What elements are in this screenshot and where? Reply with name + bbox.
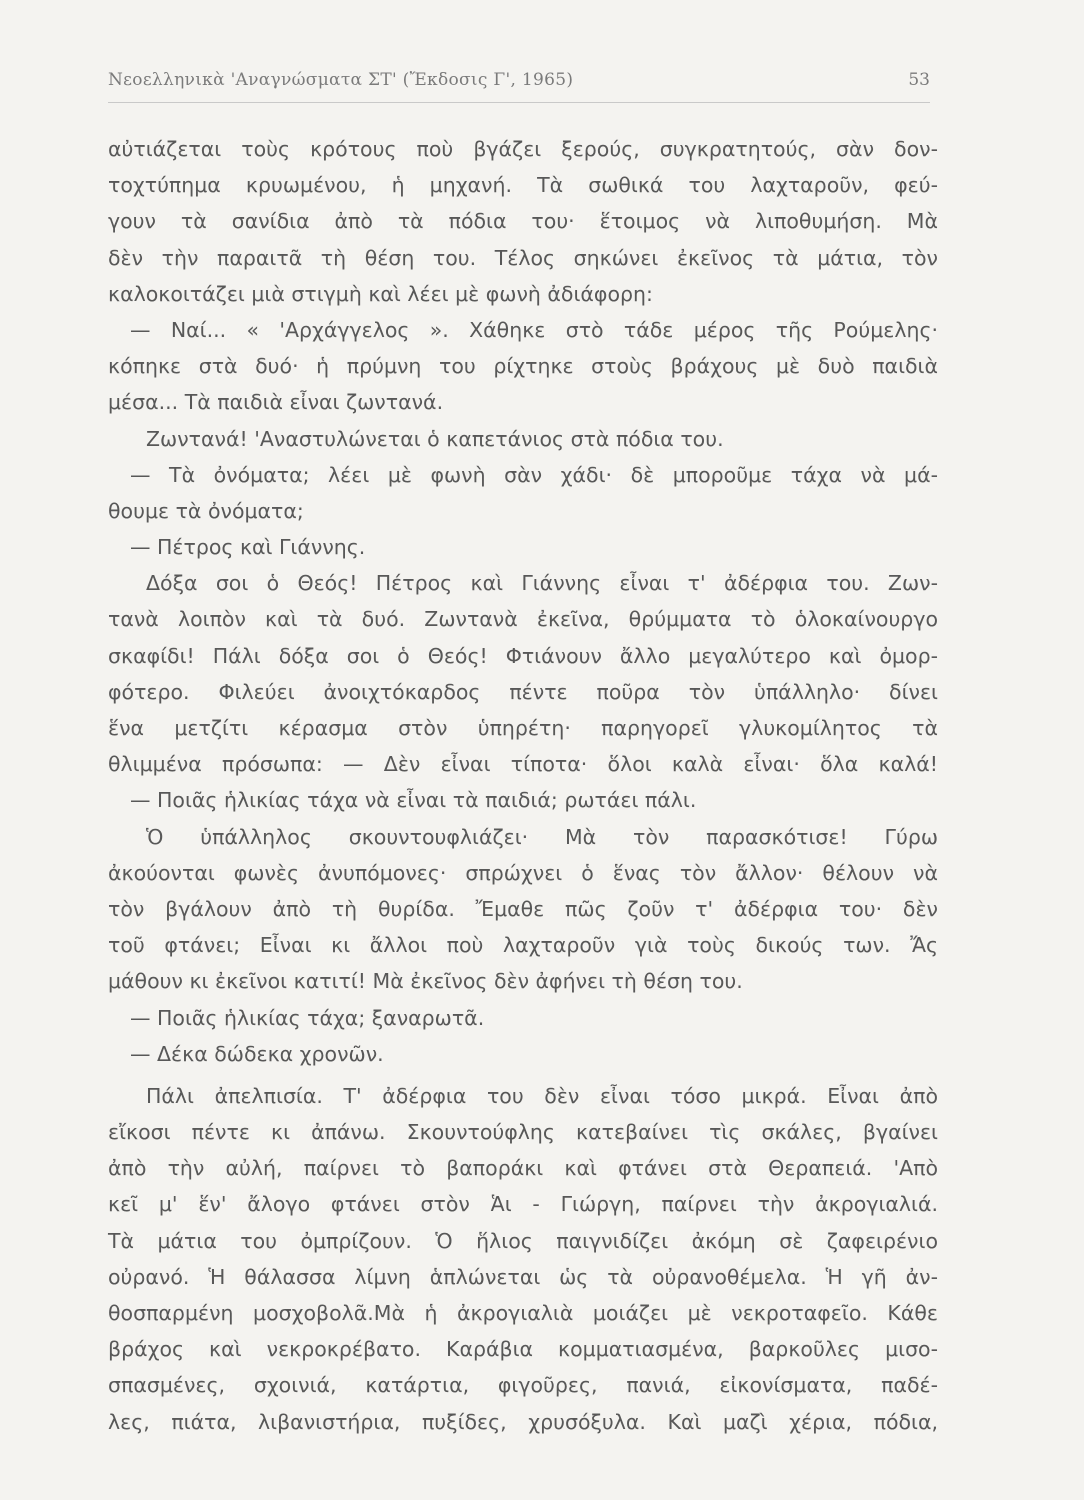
text-line: — Ποιᾶς ἡλικίας τάχα νὰ εἶναι τὰ παιδιά; ρωτάει πάλι. xyxy=(130,788,697,813)
text-line: αὐτιάζεται τοὺς κρότους ποὺ βγάζει ξερούς, συγκρατητούς, σὰν δον- xyxy=(108,137,938,161)
text-line: ἕνα μετζίτι κέρασμα στὸν ὑπηρέτη· παρηγορεῖ γλυκομίλητος τὰ xyxy=(108,716,938,740)
text-line: βράχος καὶ νεκροκρέβατο. Καράβια κομματιασμένα, βαρκοῦλες μισο- xyxy=(108,1337,938,1362)
page-header xyxy=(108,68,930,102)
text-line: σκαφίδι! Πάλι δόξα σοι ὁ Θεός! Φτιάνουν ἄλλο μεγαλύτερο καὶ ὀμορ- xyxy=(108,643,938,668)
text-line: μέσα... Τὰ παιδιὰ εἶναι ζωντανά. xyxy=(108,390,444,415)
text-line: Ζωντανά! 'Αναστυλώνεται ὁ καπετάνιος στὰ πόδια του. xyxy=(146,426,724,451)
text-line: τοχτύπημα κρυωμένου, ἡ μηχανή. Τὰ σωθικά του λαχταροῦν, φεύ- xyxy=(108,173,938,198)
header-divider xyxy=(108,102,930,103)
text-line: — Δέκα δώδεκα χρονῶν. xyxy=(130,1041,384,1066)
text-line: ἀκούονται φωνὲς ἀνυπόμονες· σπρώχνει ὁ ἕνας τὸν ἄλλον· θέλουν νὰ xyxy=(108,860,938,885)
running-title: Νεοελληνικὰ 'Αναγνώσματα ΣΤ' (Ἔκδοσις Γ', 1965) xyxy=(108,70,574,90)
text-line: θουμε τὰ ὀνόματα; xyxy=(108,498,304,523)
text-line: θλιμμένα πρόσωπα: — Δὲν εἶναι τίποτα· ὅλοι καλὰ εἶναι· ὅλα καλά! xyxy=(108,752,938,777)
text-line: — Τὰ ὀνόματα; λέει μὲ φωνὴ σὰν χάδι· δὲ μποροῦμε τάχα νὰ μά- xyxy=(130,462,938,487)
text-line: κόπηκε στὰ δυό· ἡ πρύμνη του ρίχτηκε στοὺς βράχους μὲ δυὸ παιδιὰ xyxy=(108,354,938,379)
body-text xyxy=(108,131,938,1440)
text-line: σπασμένες, σχοινιά, κατάρτια, φιγοῦρες, πανιά, εἰκονίσματα, παδέ- xyxy=(108,1373,938,1398)
text-line: γουν τὰ σανίδια ἀπὸ τὰ πόδια του· ἕτοιμος νὰ λιποθυμήση. Μὰ xyxy=(108,209,938,234)
text-line: — Πέτρος καὶ Γιάννης. xyxy=(130,535,366,560)
text-line: Δόξα σοι ὁ Θεός! Πέτρος καὶ Γιάννης εἶναι τ' ἀδέρφια του. Ζων- xyxy=(146,571,938,596)
text-line: Τὰ μάτια του ὀμπρίζουν. Ὁ ἥλιος παιγνιδίζει ἀκόμη σὲ ζαφειρένιο xyxy=(108,1228,938,1253)
text-line: οὐρανό. Ἡ θάλασσα λίμνη ἁπλώνεται ὡς τὰ οὐρανοθέμελα. Ἡ γῆ ἀν- xyxy=(108,1264,938,1289)
text-line: Πάλι ἀπελπισία. Τ' ἀδέρφια του δὲν εἶναι τόσο μικρά. Εἶναι ἀπὸ xyxy=(146,1083,938,1108)
text-line: Ὁ ὑπάλληλος σκουντουφλιάζει· Μὰ τὸν παρασκότισε! Γύρω xyxy=(146,824,938,849)
text-line: ἀπὸ τὴν αὐλή, παίρνει τὸ βαποράκι καὶ φτάνει στὰ Θεραπειά. 'Απὸ xyxy=(108,1156,938,1181)
text-line: τοῦ φτάνει; Εἶναι κι ἄλλοι ποὺ λαχταροῦν γιὰ τοὺς δικούς των. Ἄς xyxy=(108,933,938,958)
text-line: καλοκοιτάζει μιὰ στιγμὴ καὶ λέει μὲ φωνὴ ἀδιάφορη: xyxy=(108,281,653,306)
text-line: λες, πιάτα, λιβανιστήρια, πυξίδες, χρυσόξυλα. Καὶ μαζὶ χέρια, πόδια, xyxy=(108,1409,938,1434)
text-line: μάθουν κι ἐκεῖνοι κατιτί! Μὰ ἐκεῖνος δὲν ἀφήνει τὴ θέση του. xyxy=(108,969,743,994)
text-line: κεῖ μ' ἕν' ἄλογο φτάνει στὸν Ἁι - Γιώργη, παίρνει τὴν ἀκρογιαλιά. xyxy=(108,1192,938,1217)
text-line: δὲν τὴν παραιτᾶ τὴ θέση του. Τέλος σηκώνει ἐκεῖνος τὰ μάτια, τὸν xyxy=(108,245,938,270)
text-line: — Ποιᾶς ἡλικίας τάχα; ξαναρωτᾶ. xyxy=(130,1005,485,1030)
text-line: τὸν βγάλουν ἀπὸ τὴ θυρίδα. Ἔμαθε πῶς ζοῦν τ' ἀδέρφια του· δὲν xyxy=(108,896,938,921)
page-number: 53 xyxy=(908,70,930,90)
text-line: φότερο. Φιλεύει ἀνοιχτόκαρδος πέντε ποῦρα τὸν ὑπάλληλο· δίνει xyxy=(108,679,938,704)
text-line: θοσπαρμένη μοσχοβολᾶ.Μὰ ἡ ἀκρογιαλιὰ μοιάζει μὲ νεκροταφεῖο. Κάθε xyxy=(108,1301,938,1325)
text-line: τανὰ λοιπὸν καὶ τὰ δυό. Ζωντανὰ ἐκεῖνα, θρύμματα τὸ ὁλοκαίνουργο xyxy=(108,607,938,632)
text-line: — Ναί... « 'Αρχάγγελος ». Χάθηκε στὸ τάδε μέρος τῆς Ρούμελης· xyxy=(130,317,938,342)
text-line: εἴκοσι πέντε κι ἀπάνω. Σκουντούφλης κατεβαίνει τὶς σκάλες, βγαίνει xyxy=(108,1120,938,1145)
